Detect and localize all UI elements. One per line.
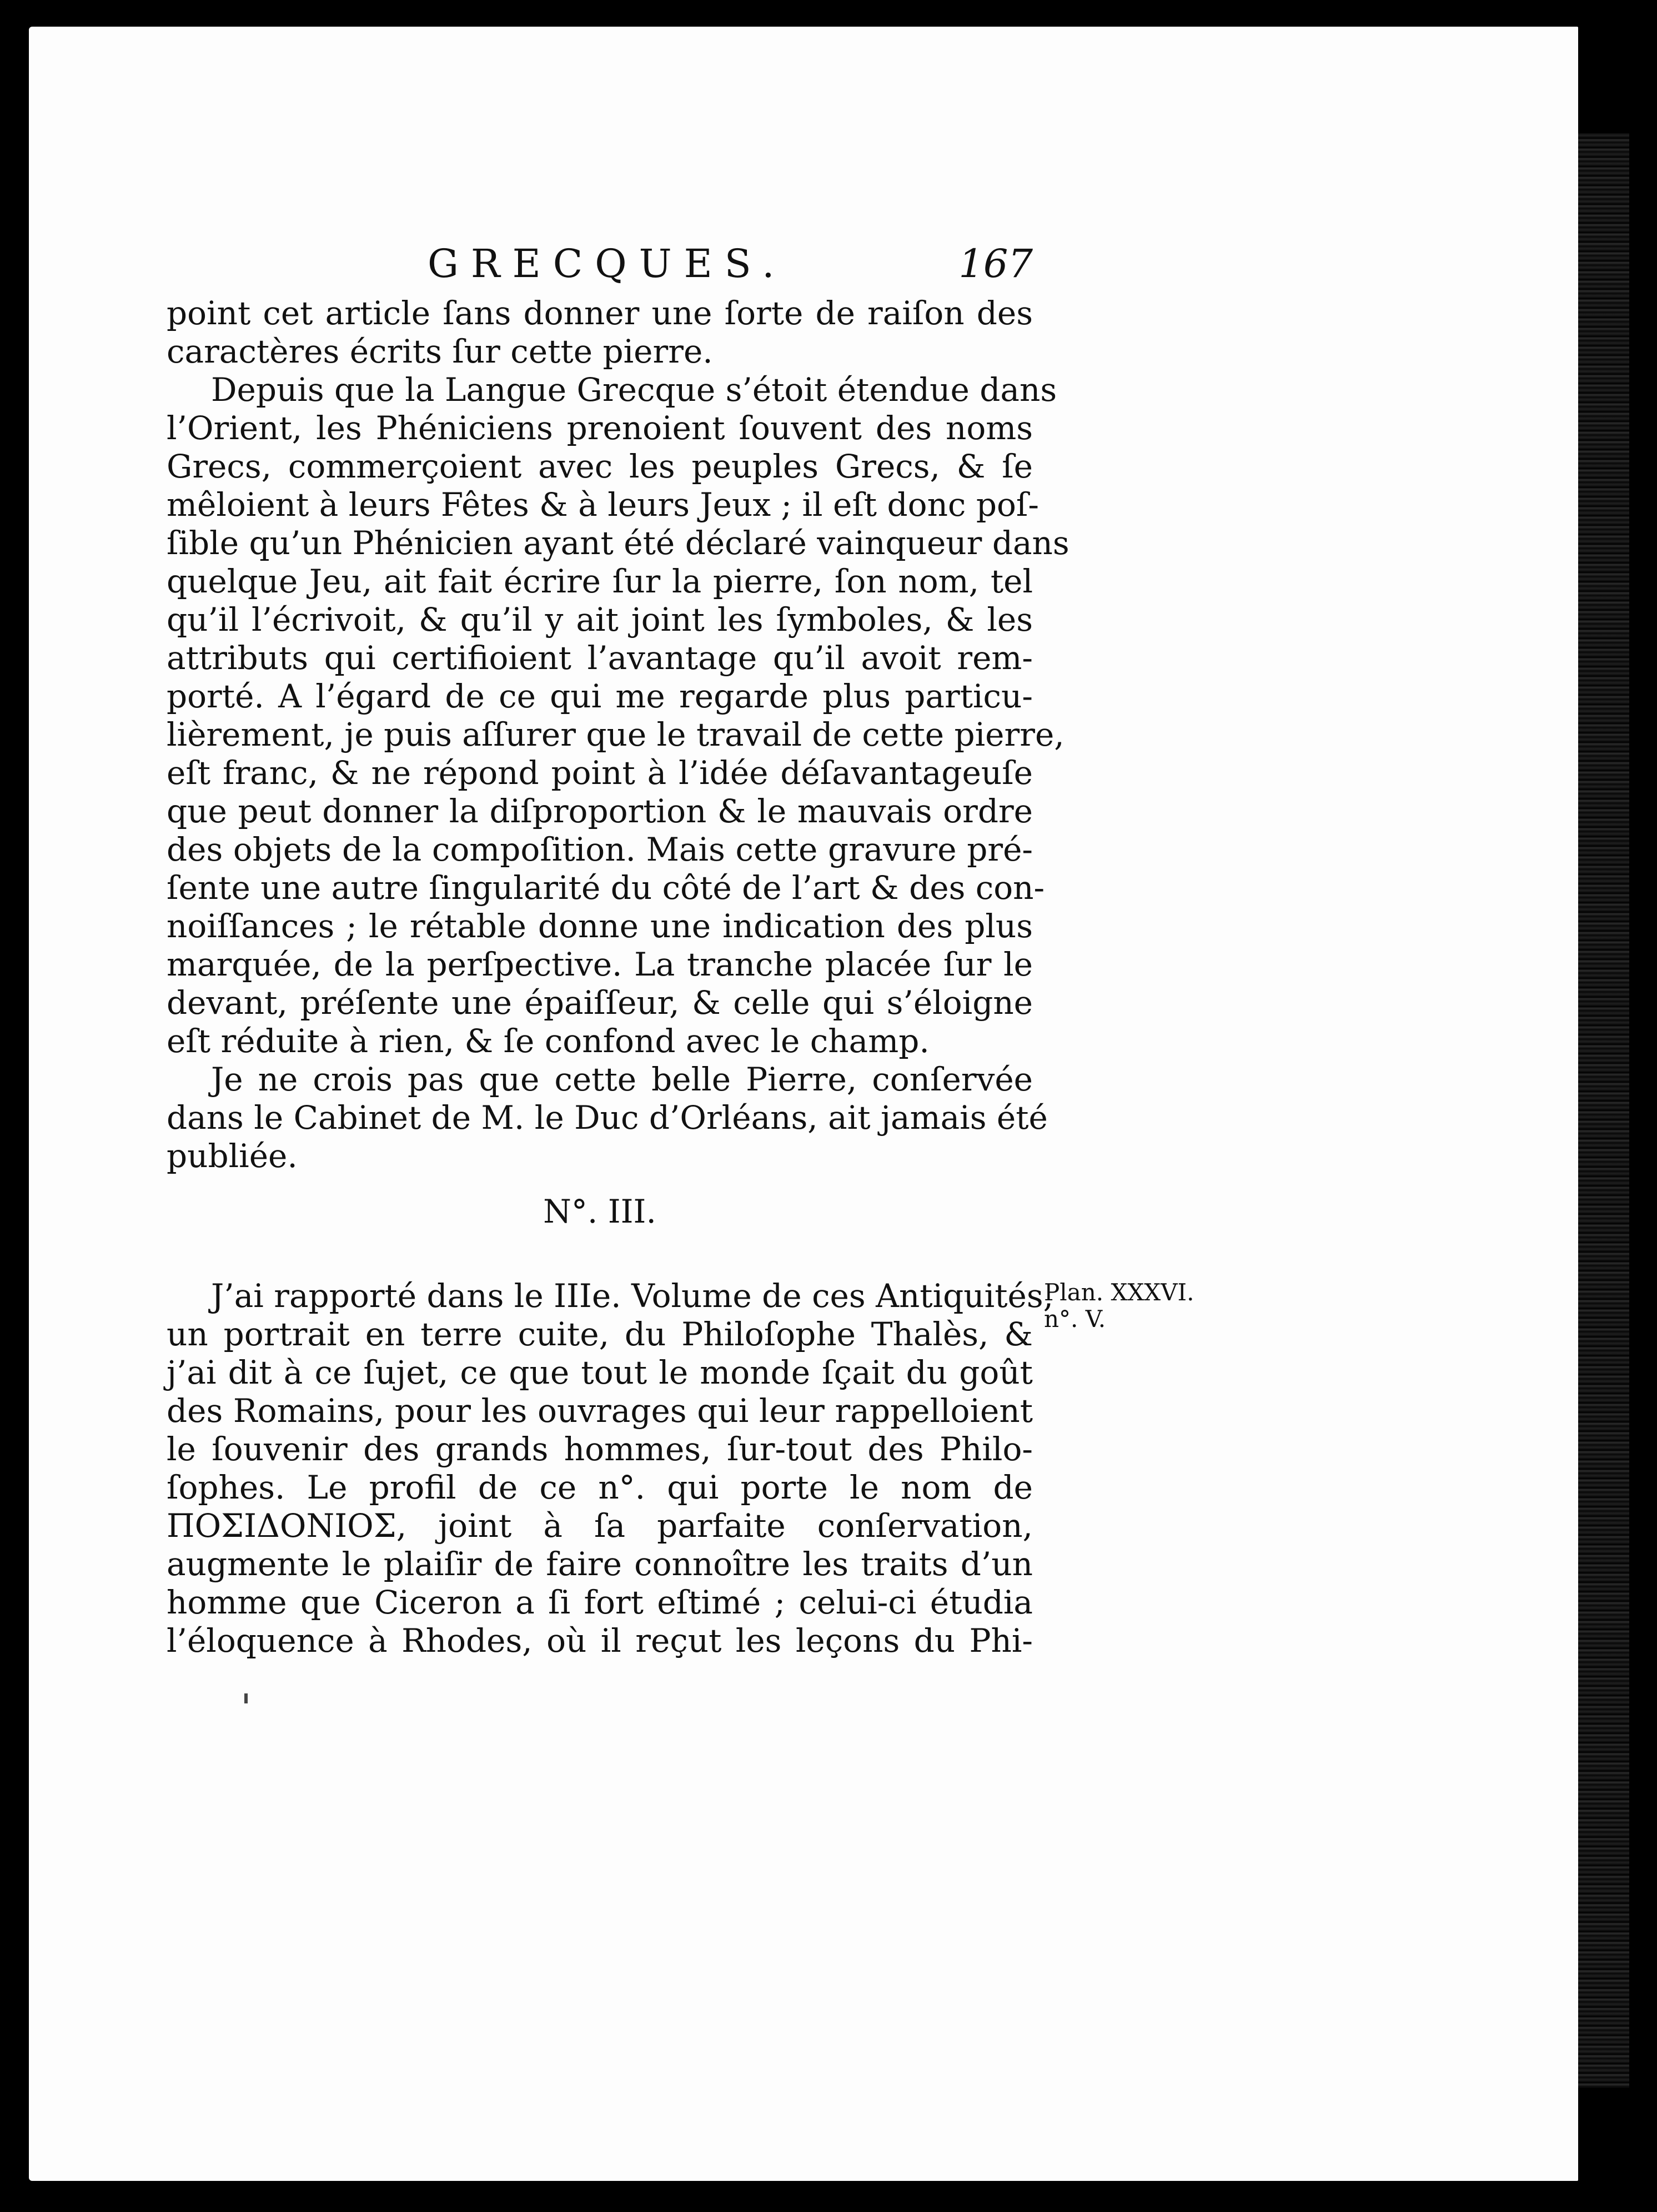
text-line: le ſouvenir des grands hommes, ſur-tout des Philo- — [167, 1430, 1033, 1468]
ink-speck — [244, 1693, 248, 1703]
text-line: ΠΟΣΙΔΟΝΙΟΣ, joint à ſa parfaite conſervation, — [167, 1507, 1033, 1545]
text-line: porté. A l’égard de ce qui me regarde plus particu- — [167, 677, 1033, 715]
text-line: ſible qu’un Phénicien ayant été déclaré vainqueur dans — [167, 524, 1069, 562]
text-line: Grecs, commerçoient avec les peuples Grecs, & ſe — [167, 448, 1033, 485]
section-heading: N°. III. — [543, 1193, 656, 1230]
text-line: ſophes. Le profil de ce n°. qui porte le nom de — [167, 1469, 1033, 1506]
text-line: lièrement, je puis aſſurer que le travail de cette pierre, — [167, 716, 1065, 753]
text-line: attributs qui certifioient l’avantage qu’il avoit rem- — [167, 639, 1033, 677]
text-line: homme que Ciceron a ſi fort eſtimé ; celui-ci étudia — [167, 1583, 1033, 1621]
text-line: devant, préſente une épaiſſeur, & celle qui s’éloigne — [167, 984, 1033, 1022]
text-line: marquée, de la perſpective. La tranche placée ſur le — [167, 946, 1033, 983]
text-line: eſt réduite à rien, & ſe confond avec le champ. — [167, 1022, 930, 1060]
margin-note-plate: Plan. XXXVI. — [1044, 1279, 1194, 1306]
text-line: qu’il l’écrivoit, & qu’il y ait joint les ſymboles, & les — [167, 601, 1033, 639]
text-line: un portrait en terre cuite, du Philoſophe Thalès, & — [167, 1315, 1033, 1353]
paragraph-depuis — [167, 371, 1069, 1060]
text-line: que peut donner la diſproportion & le mauvais ordre — [167, 792, 1033, 830]
text-line: quelque Jeu, ait fait écrire ſur la pierre, ſon nom, tel — [167, 562, 1033, 600]
text-line: dans le Cabinet de M. le Duc d’Orléans, ait jamais été — [167, 1099, 1048, 1137]
text-line: Depuis que la Langue Grecque s’étoit étendue dans — [211, 371, 1057, 409]
paragraph-jai-rapporte — [167, 1277, 1054, 1660]
text-line: ſente une autre ſingularité du côté de l’art & des con- — [167, 869, 1045, 907]
text-line: J’ai rapporté dans le IIIe. Volume de ces Antiquités, — [211, 1277, 1054, 1315]
text-line: augmente le plaiſir de faire connoître les traits d’un — [167, 1545, 1033, 1583]
text-line: l’Orient, les Phéniciens prenoient ſouvent des noms — [167, 409, 1033, 447]
text-line: des objets de la compoſition. Mais cette gravure pré- — [167, 831, 1033, 868]
page-number: 167 — [958, 241, 1033, 286]
text-line: publiée. — [167, 1137, 298, 1175]
margin-note-number: n°. V. — [1044, 1305, 1106, 1333]
paragraph-continuation — [167, 294, 1033, 371]
book-gutter-edge — [1576, 133, 1629, 2088]
paragraph-je-ne-crois — [167, 1060, 1048, 1175]
text-line: eſt franc, & ne répond point à l’idée déſavantageuſe — [167, 754, 1033, 792]
margin-note-plate-reference — [1044, 1279, 1194, 1333]
text-line: noiſſances ; le rétable donne une indication des plus — [167, 907, 1033, 945]
text-line: point cet article ſans donner une ſorte de raiſon des — [167, 294, 1033, 332]
text-line: Je ne crois pas que cette belle Pierre, conſervée — [211, 1060, 1033, 1098]
text-line: l’éloquence à Rhodes, où il reçut les leçons du Phi- — [167, 1622, 1033, 1660]
text-line: caractères écrits ſur cette pierre. — [167, 333, 713, 370]
text-line: mêloient à leurs Fêtes & à leurs Jeux ; il eſt donc poſ- — [167, 486, 1039, 524]
running-head-title: GRECQUES. — [428, 241, 787, 286]
running-head — [167, 233, 1033, 294]
text-line: j’ai dit à ce ſujet, ce que tout le monde ſçait du goût — [167, 1354, 1033, 1391]
text-line: des Romains, pour les ouvrages qui leur rappelloient — [167, 1392, 1033, 1430]
